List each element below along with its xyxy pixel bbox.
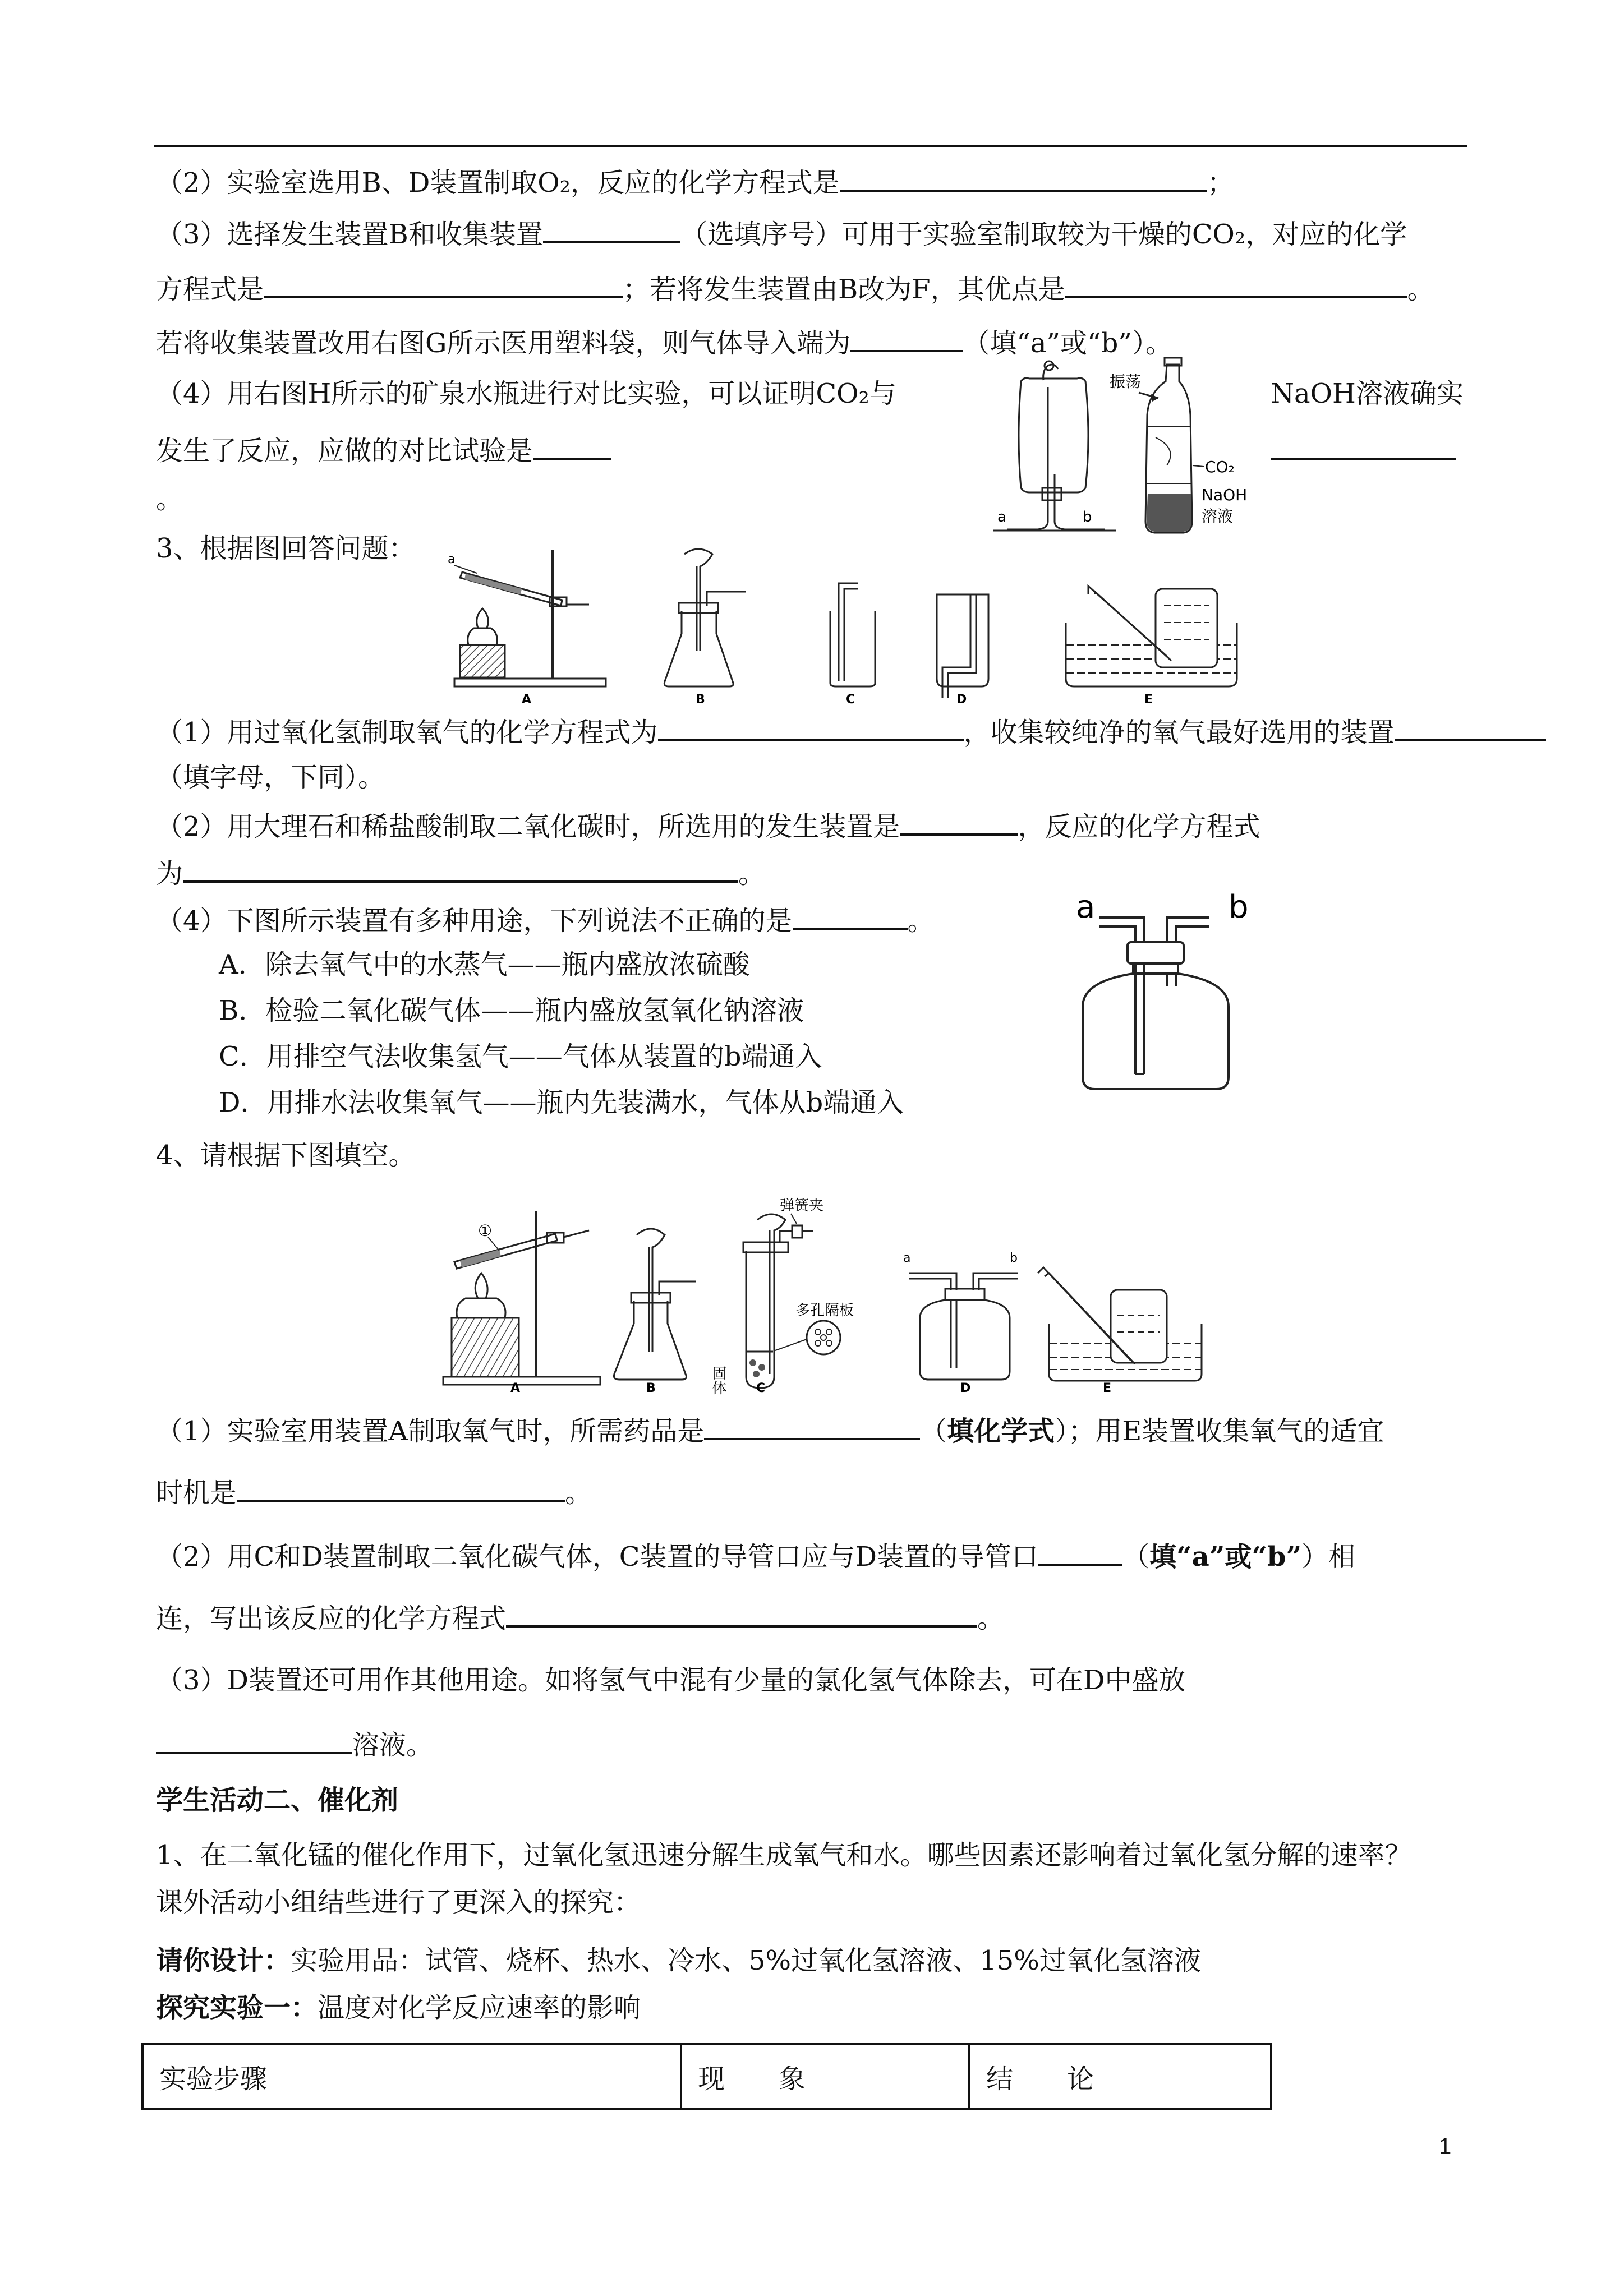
experiment-table bbox=[141, 2043, 1272, 2110]
q4-plate-label: 多孔隔板 bbox=[795, 1302, 854, 1319]
figure-gas-bottle bbox=[1066, 886, 1290, 1099]
q4-label-B: B bbox=[646, 1381, 656, 1395]
line-q2-4a: （4）用右图H所示的矿泉水瓶进行对比实验，可以证明CO₂与 bbox=[156, 378, 896, 409]
line-act2-1b: 课外活动小组结些进行了更深入的探究： bbox=[156, 1887, 641, 1918]
q4-label-E: E bbox=[1103, 1381, 1112, 1395]
line-design: 请你设计：实验用品：试管、烧杯、热水、冷水、5%过氧化氢溶液、15%过氧化氢溶液 bbox=[156, 1945, 1201, 1976]
q4-clip-label: 弹簧夹 bbox=[780, 1197, 824, 1214]
line-q3-2a: （2）用大理石和稀盐酸制取二氧化碳时，所选用的发生装置是 ，反应的化学方程式 bbox=[156, 808, 1260, 843]
table-header-phenomenon: 现 象 bbox=[680, 2045, 968, 2108]
gh-co2-label: CO₂ bbox=[1205, 458, 1235, 476]
figure-q4-apparatus bbox=[432, 1189, 1206, 1396]
line-act2-1a: 1、在二氧化锰的催化作用下，过氧化氢迅速分解生成氧气和水。哪些因素还影响着过氧化氢分解的速率？ bbox=[156, 1839, 1412, 1871]
q3-label-C: C bbox=[846, 693, 855, 707]
line-q3-4: （4）下图所示装置有多种用途，下列说法不正确的是 。 bbox=[156, 902, 935, 938]
q3-label-B: B bbox=[696, 693, 705, 707]
line-q4-3a: （3）D装置还可用作其他用途。如将氢气中混有少量的氯化氢气体除去，可在D中盛放 bbox=[156, 1665, 1186, 1696]
line-q2-4c: 发生了反应，应做的对比试验是 bbox=[156, 432, 611, 468]
q4-label-A: A bbox=[510, 1381, 521, 1395]
option-d: D．用排水法收集氧气——瓶内先装满水，气体从b端通入 bbox=[219, 1087, 904, 1118]
line-q4: 4、请根据下图填空。 bbox=[156, 1140, 416, 1171]
line-exp1: 探究实验一：温度对化学反应速率的影响 bbox=[156, 1992, 641, 2023]
figure-gh bbox=[976, 353, 1262, 544]
blank-q2-4 bbox=[1271, 432, 1456, 468]
line-q3-2c: 为 。 bbox=[156, 855, 765, 891]
gh-solution-label: 溶液 bbox=[1202, 507, 1234, 525]
line-q2-4d: 。 bbox=[156, 483, 183, 515]
gh-label-a: a bbox=[997, 509, 1006, 525]
q3-label-E: E bbox=[1144, 693, 1153, 707]
q3-label-D: D bbox=[956, 693, 967, 707]
table-header-conclusion: 结 论 bbox=[968, 2045, 1270, 2108]
section-heading-activity-2: 学生活动二、催化剂 bbox=[156, 1785, 399, 1816]
line-q3-1c: （填字母，下同）。 bbox=[156, 762, 385, 793]
line-q2-3a: （3）选择发生装置B和收集装置 （选填序号）可用于实验室制取较为干燥的CO₂，对应的化学 bbox=[156, 215, 1407, 251]
option-b: B．检验二氧化碳气体——瓶内盛放氢氧化钠溶液 bbox=[219, 995, 804, 1026]
line-q3: 3、根据图回答问题： bbox=[156, 533, 416, 564]
q4-circled-1: ① bbox=[478, 1221, 493, 1240]
q4-label-b: b bbox=[1010, 1251, 1018, 1265]
q3-label-A: A bbox=[522, 693, 532, 707]
q4-label-C: C bbox=[756, 1381, 766, 1395]
line-q2-2: （2）实验室选用B、D装置制取O₂，反应的化学方程式是 ； bbox=[156, 164, 1234, 200]
header-rule bbox=[154, 145, 1467, 147]
line-q4-1d: 时机是 。 bbox=[156, 1474, 592, 1510]
line-q2-3b: 方程式是 ；若将发生装置由B改为F，其优点是 。 bbox=[156, 270, 1434, 306]
line-q4-3b: 溶液。 bbox=[156, 1726, 433, 1762]
line-q4-2d: 连，写出该反应的化学方程式 。 bbox=[156, 1599, 1004, 1635]
line-q4-1a: （1）实验室用装置A制取氧气时，所需药品是 （填化学式）；用E装置收集氧气的适宜 bbox=[156, 1412, 1384, 1448]
gh-shake-label: 振荡 bbox=[1110, 372, 1142, 391]
bottle-label-a: a bbox=[1076, 889, 1096, 925]
figure-q3-apparatus bbox=[443, 538, 1257, 707]
q3-label-a: a bbox=[448, 552, 456, 566]
line-q2-4b: NaOH溶液确实 bbox=[1271, 378, 1464, 409]
line-q4-2a: （2）用C和D装置制取二氧化碳气体，C装置的导管口应与D装置的导管口 （填“a”或“b”）相 bbox=[156, 1538, 1355, 1574]
table-header-steps: 实验步骤 bbox=[159, 2063, 268, 2095]
bottle-label-b: b bbox=[1229, 889, 1249, 925]
option-c: C．用排空气法收集氢气——气体从装置的b端通入 bbox=[219, 1041, 822, 1072]
q4-solid-label: 固体 bbox=[710, 1366, 726, 1395]
line-q3-1a: （1）用过氧化氢制取氧气的化学方程式为 ，收集较纯净的氧气最好选用的装置 bbox=[156, 713, 1546, 749]
page-number: 1 bbox=[1439, 2134, 1452, 2159]
gh-label-b: b bbox=[1083, 509, 1092, 525]
line-q2-3c: 若将收集装置改用右图G所示医用塑料袋，则气体导入端为 （填“a”或“b”）。 bbox=[156, 324, 1172, 360]
option-a: A．除去氧气中的水蒸气——瓶内盛放浓硫酸 bbox=[219, 949, 750, 980]
gh-naoh-label: NaOH bbox=[1202, 486, 1248, 504]
q4-label-D: D bbox=[960, 1381, 971, 1395]
q4-label-a: a bbox=[903, 1251, 911, 1265]
